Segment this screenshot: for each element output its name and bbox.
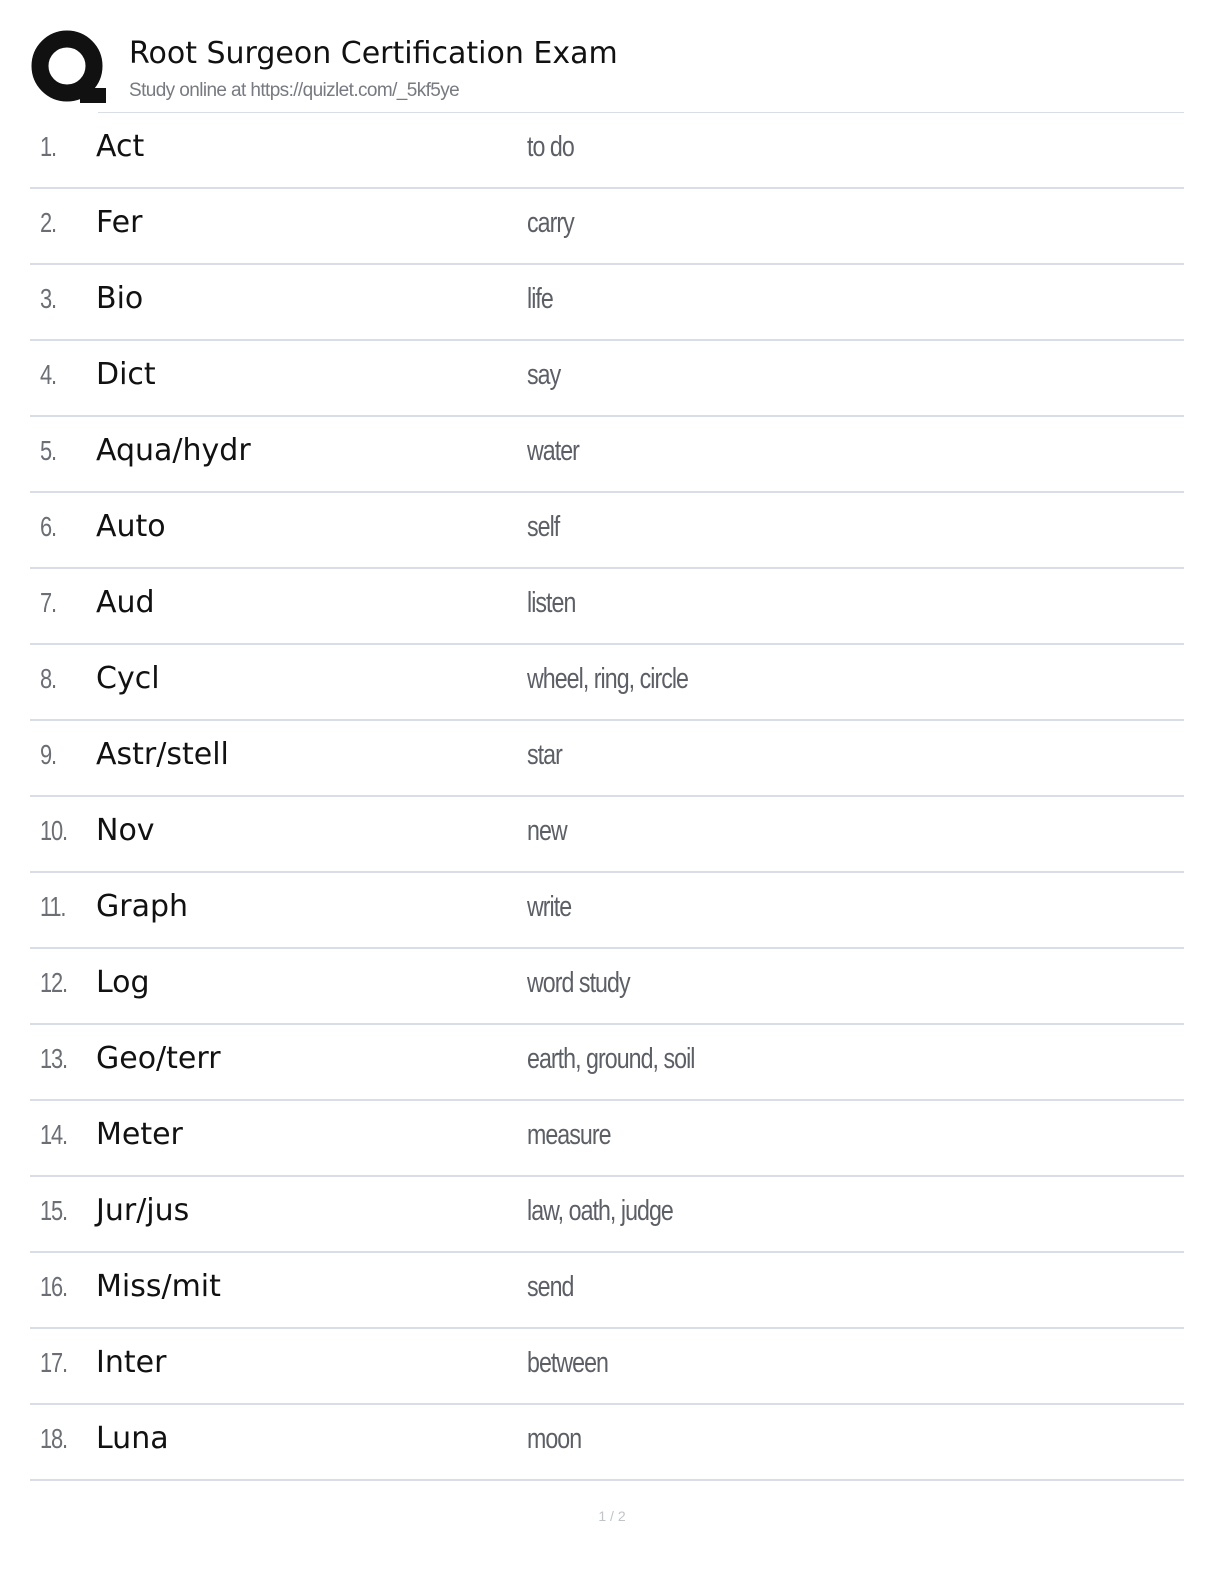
card-definition: law, oath, judge xyxy=(527,1195,673,1227)
card-definition: new xyxy=(527,815,567,847)
flashcard-row xyxy=(30,1329,1184,1405)
card-number: 12. xyxy=(40,967,67,998)
card-number: 13. xyxy=(40,1043,67,1074)
page-header xyxy=(30,28,1184,112)
card-definition: write xyxy=(527,891,572,923)
card-number: 15. xyxy=(40,1195,67,1226)
flashcard-row xyxy=(30,949,1184,1025)
card-definition: send xyxy=(527,1271,574,1303)
card-term: Dict xyxy=(96,357,156,392)
card-definition: earth, ground, soil xyxy=(527,1043,695,1075)
flashcard-row xyxy=(30,341,1184,417)
card-definition: star xyxy=(527,739,562,771)
card-number: 10. xyxy=(40,815,67,846)
card-term: Act xyxy=(96,129,145,164)
card-term: Astr/stell xyxy=(96,737,229,772)
flashcard-row xyxy=(30,1253,1184,1329)
card-term: Luna xyxy=(96,1421,169,1456)
flashcard-row xyxy=(30,265,1184,341)
card-number: 9. xyxy=(40,739,56,770)
card-definition: self xyxy=(527,511,560,543)
card-number: 17. xyxy=(40,1347,67,1378)
card-definition: to do xyxy=(527,131,574,163)
flashcard-list xyxy=(30,113,1184,1481)
card-definition: water xyxy=(527,435,579,467)
card-term: Bio xyxy=(96,281,144,316)
card-definition: listen xyxy=(527,587,576,619)
card-term: Inter xyxy=(96,1345,167,1380)
card-number: 1. xyxy=(40,131,56,162)
card-term: Miss/mit xyxy=(96,1269,221,1304)
card-number: 5. xyxy=(40,435,56,466)
flashcard-row xyxy=(30,417,1184,493)
flashcard-row xyxy=(30,113,1184,189)
card-number: 7. xyxy=(40,587,56,618)
flashcard-row xyxy=(30,1025,1184,1101)
flashcard-row xyxy=(30,797,1184,873)
card-term: Aqua/hydr xyxy=(96,433,251,468)
quizlet-logo-icon xyxy=(30,30,108,108)
flashcard-row xyxy=(30,873,1184,949)
card-term: Meter xyxy=(96,1117,183,1152)
card-definition: wheel, ring, circle xyxy=(527,663,688,695)
card-number: 18. xyxy=(40,1423,67,1454)
card-definition: between xyxy=(527,1347,608,1379)
card-number: 2. xyxy=(40,207,56,238)
flashcard-row xyxy=(30,1101,1184,1177)
card-number: 3. xyxy=(40,283,56,314)
page-number: 1 / 2 xyxy=(598,1508,626,1524)
flashcard-row xyxy=(30,493,1184,569)
flashcard-row xyxy=(30,569,1184,645)
card-definition: moon xyxy=(527,1423,582,1455)
card-number: 16. xyxy=(40,1271,67,1302)
card-term: Log xyxy=(96,965,150,1000)
flashcard-row xyxy=(30,645,1184,721)
flashcard-row xyxy=(30,721,1184,797)
card-number: 4. xyxy=(40,359,56,390)
card-term: Jur/jus xyxy=(96,1193,190,1228)
card-term: Nov xyxy=(96,813,155,848)
card-number: 11. xyxy=(40,891,66,922)
card-term: Geo/terr xyxy=(96,1041,221,1076)
study-link[interactable]: Study online at https://quizlet.com/_5kf5ye xyxy=(129,80,460,101)
flashcard-row xyxy=(30,189,1184,265)
card-number: 14. xyxy=(40,1119,67,1150)
card-number: 6. xyxy=(40,511,56,542)
card-term: Auto xyxy=(96,509,166,544)
card-definition: carry xyxy=(527,207,574,239)
card-definition: life xyxy=(527,283,553,315)
card-term: Aud xyxy=(96,585,155,620)
card-number: 8. xyxy=(40,663,56,694)
card-definition: measure xyxy=(527,1119,611,1151)
card-term: Fer xyxy=(96,205,143,240)
card-term: Cycl xyxy=(96,661,160,696)
card-definition: say xyxy=(527,359,561,391)
flashcard-row xyxy=(30,1177,1184,1253)
card-definition: word study xyxy=(527,967,630,999)
card-term: Graph xyxy=(96,889,189,924)
page-title: Root Surgeon Certification Exam xyxy=(129,36,618,71)
flashcard-row xyxy=(30,1405,1184,1481)
